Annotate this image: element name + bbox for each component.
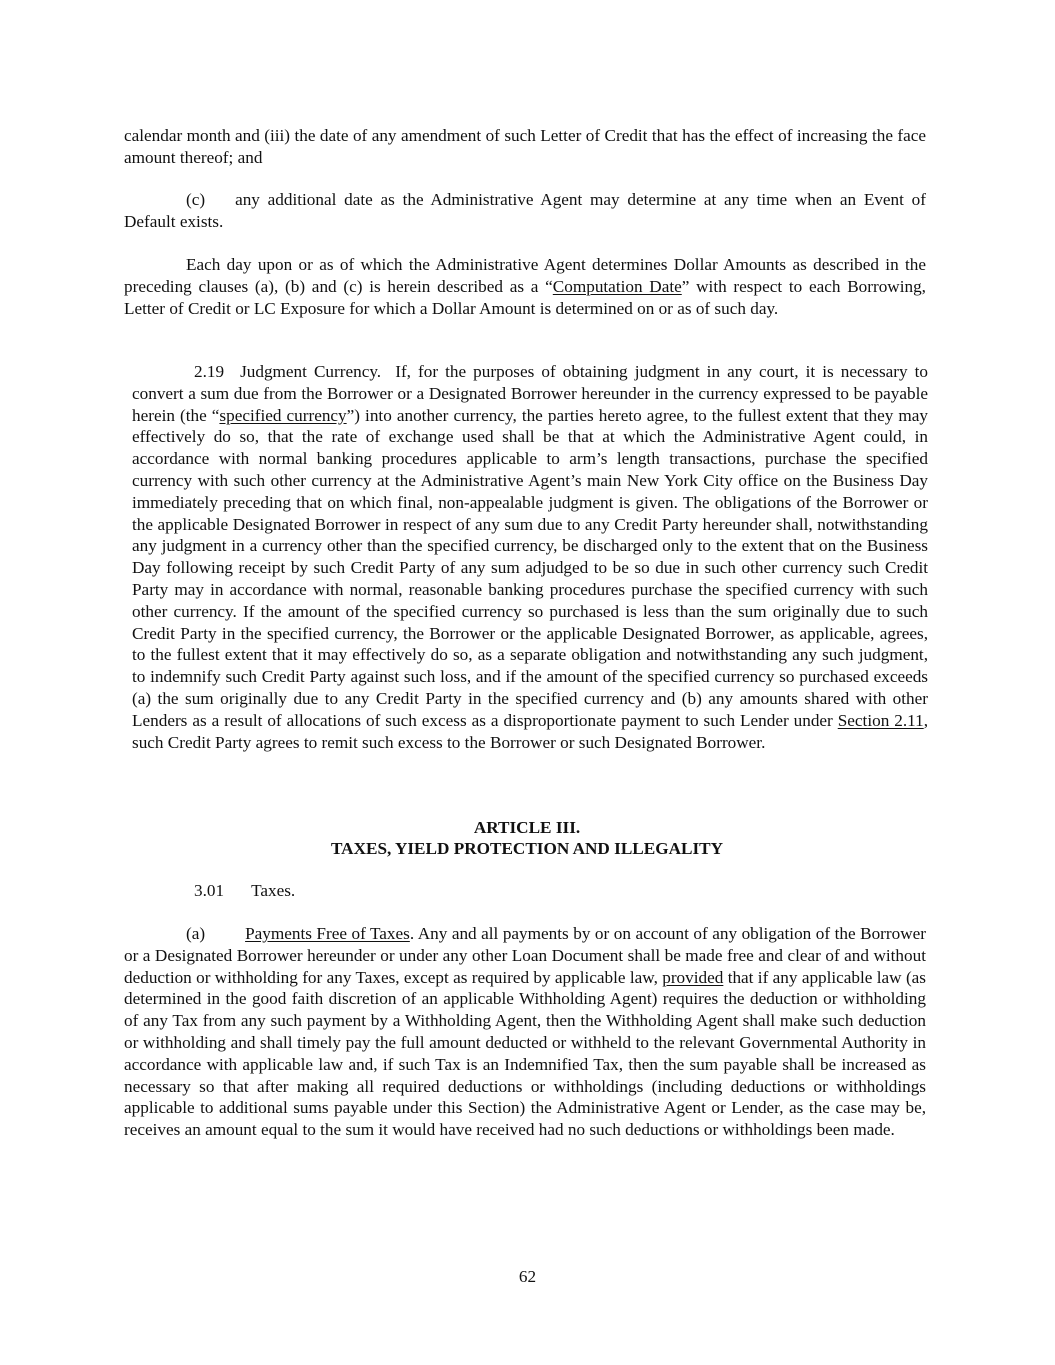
continuation-text: calendar month and (iii) the date of any amendment of such Letter of Credit that has the effect of increasing the face amount thereof; and (124, 126, 926, 167)
clause-c-paragraph (124, 189, 926, 233)
computation-text-before: Each day upon or as of which the Administrative Agent determines Dollar Amounts as described in the preceding clauses (a), (b) and (c) is herein described as a “ (124, 255, 926, 296)
clause-c-text: any additional date as the Administrative Agent may determine at any time when an Event of Default exists. (124, 190, 926, 231)
section-2-19-paragraph (132, 361, 928, 753)
section-2-19-number: 2.19 (194, 362, 225, 381)
continuation-paragraph (124, 125, 926, 169)
section-3-01-heading (124, 880, 926, 902)
section-3-01-number: 3.01 (194, 881, 225, 900)
section-2-19-text-2: ”) into another currency, the parties hereto agree, to the fullest extent that they may effectively do so, that the rate of exchange used shall be that at which the Administrative Agent could, in accordance with normal banking procedures applicable to arm’s length transactions, purchase the specified currency with such other currency at the Administrative Agent’s main New York City office on the Business Day immediately preceding that on which final, non-appealable judgment is given. The obligations of the Borrower or the applicable Designated Borrower in respect of any sum due to any Credit Party hereunder shall, notwithstanding any judgment in a currency other than the specified currency, be discharged only to the extent that on the Business Day following receipt by such Credit Party of any sum adjudged to be so due in such other currency such Credit Party may in accordance with normal, reasonable banking procedures purchase the specified currency with such other currency. If the amount of the specified currency so purchased is less than the sum originally due to such Credit Party in the specified currency, the Borrower or the applicable Designated Borrower, as applicable, agrees, to the fullest extent that it may effectively do so, as a separate obligation and notwithstanding any such judgment, to indemnify such Credit Party against such loss, and if the amount of the specified currency so purchased exceeds (a) the sum originally due to any Credit Party in the specified currency and (b) any amounts shared with other Lenders as a result of allocations of such excess as a disproportionate payment to such Lender under (132, 405, 928, 730)
section-2-19-text-1: If, for the purposes of obtaining judgment in any court, it is necessary to convert a sum due from the Borrower or a Designated Borrower hereunder in the currency expressed to be payable herein (the “ (132, 362, 929, 425)
computation-date-term: Computation Date (552, 276, 682, 296)
provided-term: provided (662, 967, 724, 987)
specified-currency-term: specified currency (219, 405, 347, 425)
page-number: 62 (518, 1267, 537, 1286)
computation-date-paragraph (124, 254, 926, 319)
article-number-heading: ARTICLE III. (473, 818, 581, 837)
computation-text-after: ” with respect to each Borrowing, Letter of Credit or LC Exposure for which a Dollar Amount is determined on or as of such day. (124, 276, 926, 318)
section-3-01-title: Taxes. (251, 881, 296, 900)
clause-a-paragraph (124, 923, 926, 1141)
clause-a-label: (a) (186, 924, 206, 943)
clause-a-text-1: . Any and all payments by or on account of any obligation of the Borrower or a Designated Borrower hereunder or under any other Loan Document shall be made free and clear of and without deduction or withholding for any Taxes, except as required by applicable law, (124, 924, 926, 987)
article-title-heading: TAXES, YIELD PROTECTION AND ILLEGALITY (330, 839, 724, 858)
clause-a-text-2: that if any applicable law (as determined in the good faith discretion of an applicable Withholding Agent) requires the deduction or withholding of any Tax from any such payment by a Withholding Agent, then the Withholding Agent shall make such deduction or withholding and shall timely pay the full amount deducted or withheld to the relevant Governmental Authority in accordance with applicable law and, if such Tax is an Indemnified Tax, then the sum payable shall be increased as necessary so that after making all required deductions or withholdings (including deductions or withholdings applicable to additional sums payable under this Section) the Administrative Agent or Lender, as the case may be, receives an amount equal to the sum it would have received had no such deductions or withholdings been made. (124, 967, 926, 1140)
section-2-19-title: Judgment Currency. (240, 362, 382, 381)
clause-c-label: (c) (186, 190, 206, 209)
section-2-11-reference: Section 2.11 (837, 710, 924, 730)
section-2-19-text-3: , such Credit Party agrees to remit such excess to the Borrower or such Designated Borrower. (132, 710, 928, 752)
payments-free-of-taxes-heading: Payments Free of Taxes (245, 924, 410, 943)
